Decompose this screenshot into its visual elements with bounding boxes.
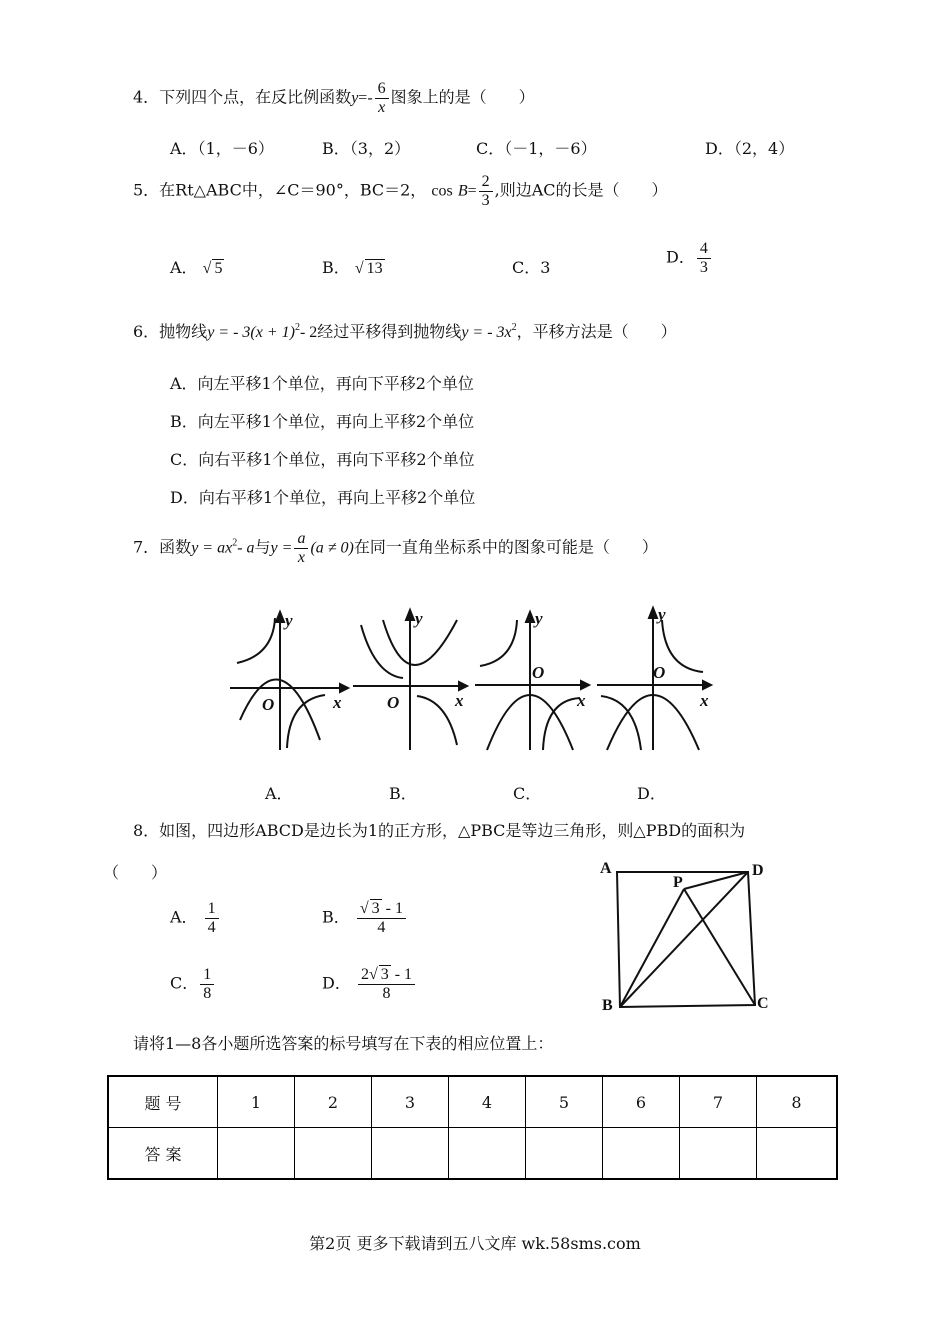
answer-table-number-1: 1 xyxy=(218,1076,295,1128)
q6-eq1-sup: 2 xyxy=(294,322,300,333)
q8-opt-b-num-tail: - 1 xyxy=(381,900,403,917)
question-7-stem xyxy=(133,530,658,566)
q8-opt-c-label: C． xyxy=(170,973,199,993)
q8-opt-b-root: 3 xyxy=(371,900,380,917)
q5-opt-b-label: B． xyxy=(322,258,350,277)
q7-fraction xyxy=(294,530,308,566)
answer-cell-1[interactable] xyxy=(218,1128,295,1180)
q7-eq1-sup: 2 xyxy=(232,537,238,549)
q8-opt-d-num-pre: 2 xyxy=(360,966,369,983)
q6-option-b: B．向左平移1个单位，再向上平移2个单位 xyxy=(170,412,475,431)
answer-table-header-label: 题 号 xyxy=(108,1076,218,1128)
q8-opt-b-fraction xyxy=(357,900,406,936)
q5-opt-a-label: A． xyxy=(170,258,198,277)
q7-d-y-label: y xyxy=(658,605,666,624)
q7-frac-num: a xyxy=(297,530,306,547)
q7-graph-b xyxy=(353,610,467,750)
q6-option-d: D．向右平移1个单位，再向上平移2个单位 xyxy=(170,488,476,507)
q7-a-x-label: x xyxy=(333,693,342,712)
question-5-stem xyxy=(133,173,668,209)
q4-frac-den: x xyxy=(375,98,389,117)
q7-frac-den: x xyxy=(294,548,308,567)
q5-option-c: C．3 xyxy=(512,258,551,277)
q8-opt-c-den: 8 xyxy=(200,984,214,1003)
q8-option-a xyxy=(170,900,221,936)
q5-frac-den: 3 xyxy=(479,191,493,210)
q7-eq2-tail: (a ≠ 0) xyxy=(310,539,354,557)
q8-segment-pc xyxy=(684,889,755,1005)
answer-table xyxy=(107,1075,838,1180)
q5-opt-d-fraction xyxy=(697,240,711,276)
question-8-stem: 8．如图，四边形ABCD是边长为1的正方形，△PBC是等边三角形，则△PBD的面积为 xyxy=(133,821,746,840)
q7-d-hyperbola-1 xyxy=(662,620,703,672)
q4-fraction xyxy=(375,80,389,116)
q8-opt-b-den: 4 xyxy=(357,918,406,937)
q8-square-figure xyxy=(595,855,780,1015)
q6-option-c: C．向右平移1个单位，再向下平移2个单位 xyxy=(170,450,475,469)
q7-d-y-arrow xyxy=(649,608,657,618)
q5-frac-num: 2 xyxy=(481,173,490,190)
q8-option-c xyxy=(170,966,216,1002)
q7-c-origin-label: O xyxy=(532,663,545,682)
q5-stem-text: 5．在Rt△ABC中，∠C＝90°，BC＝2， xyxy=(133,180,427,200)
q5-cos-eq: = xyxy=(467,182,477,200)
q7-a-y-arrow xyxy=(276,612,284,622)
answer-table-number-8: 8 xyxy=(757,1076,838,1128)
q7-conj: 与 xyxy=(254,537,271,557)
q7-d-x-label: x xyxy=(700,691,709,710)
q6-eq1: y = - 3(x + 1) xyxy=(207,324,295,341)
q8-opt-b-numerator xyxy=(357,900,406,918)
q8-label-c: C xyxy=(757,995,769,1012)
q5-fraction xyxy=(479,173,493,209)
q8-label-d: D xyxy=(752,862,764,879)
answer-table-number-6: 6 xyxy=(603,1076,680,1128)
q7-d-origin-label: O xyxy=(653,663,666,682)
answer-table-number-4: 4 xyxy=(449,1076,526,1128)
q6-eq1-tail: - 2 xyxy=(299,324,318,341)
q8-opt-c-num: 1 xyxy=(203,966,212,983)
answer-table-answer-label: 答 案 xyxy=(108,1128,218,1180)
question-6-stem xyxy=(133,319,677,342)
answer-table-number-7: 7 xyxy=(680,1076,757,1128)
q7-b-x-arrow xyxy=(459,682,467,690)
q7-c-y-arrow xyxy=(526,612,534,622)
q8-opt-d-num-tail: - 1 xyxy=(390,966,413,983)
q6-eq2: y = - 3x xyxy=(461,324,512,341)
q8-opt-d-numerator xyxy=(358,966,415,984)
q6-stem-end: ，平移方法是（ ） xyxy=(516,322,677,341)
page-footer: 第2页 更多下载请到五八文库 wk.58sms.com xyxy=(309,1234,641,1253)
answer-cell-3[interactable] xyxy=(372,1128,449,1180)
q7-c-hyperbola-1 xyxy=(480,620,517,666)
q7-a-y-label: y xyxy=(285,611,293,630)
q5-option-d xyxy=(666,240,713,276)
q5-opt-d-num: 4 xyxy=(699,240,708,257)
q7-graph-a xyxy=(230,612,348,750)
q8-opt-a-label: A． xyxy=(170,907,198,927)
q5-sqrt-sign-a: √ xyxy=(202,260,212,277)
question-4-stem xyxy=(133,80,535,116)
q8-opt-d-sqrt-sign: √ xyxy=(368,966,378,983)
q7-b-origin-label: O xyxy=(387,693,400,712)
answer-table-answer-row xyxy=(108,1128,837,1180)
q7-graphs-figure xyxy=(225,600,725,765)
q6-option-a: A．向左平移1个单位，再向下平移2个单位 xyxy=(170,374,474,393)
q7-b-hyperbola-2 xyxy=(417,696,457,745)
q4-frac-num: 6 xyxy=(377,80,386,97)
q8-segment-bd xyxy=(620,872,748,1007)
q7-c-x-arrow xyxy=(581,681,589,689)
q5-option-a xyxy=(170,255,224,278)
q5-stem-end: ,则边AC的长是（ ） xyxy=(494,180,668,200)
q6-eq2-sup: 2 xyxy=(511,322,517,333)
answer-instruction: 请将1—8各小题所选答案的标号填写在下表的相应位置上： xyxy=(133,1034,554,1053)
q8-label-a: A xyxy=(600,860,612,877)
q8-opt-b-sqrt-sign: √ xyxy=(359,900,369,917)
q5-sqrt-sign-b: √ xyxy=(354,260,364,277)
q8-opt-a-num: 1 xyxy=(207,900,216,917)
q7-stem-end: 在同一直角坐标系中的图象可能是（ ） xyxy=(353,537,658,557)
q8-option-d xyxy=(322,966,417,1002)
q8-opt-d-fraction xyxy=(358,966,415,1002)
q8-opt-d-label: D． xyxy=(322,973,351,993)
q7-b-x-label: x xyxy=(455,691,464,710)
q7-eq2-lhs: y = xyxy=(270,539,293,557)
q5-cos: cos xyxy=(431,182,453,200)
q8-opt-c-fraction xyxy=(200,966,214,1002)
q8-answer-paren: （ ） xyxy=(103,863,168,882)
answer-table-number-5: 5 xyxy=(526,1076,603,1128)
q5-opt-a-val: 5 xyxy=(214,260,223,277)
q4-option-d: D．（2，4） xyxy=(705,139,795,158)
answer-cell-2[interactable] xyxy=(295,1128,372,1180)
q7-label-c: C． xyxy=(513,784,542,803)
q4-option-c: C．（－1，－6） xyxy=(476,139,597,158)
q4-stem-end: 图象上的是（ ） xyxy=(390,87,535,107)
q8-opt-a-den: 4 xyxy=(205,918,219,937)
q7-eq1: y = ax xyxy=(191,539,233,557)
q7-label-a: A． xyxy=(265,784,293,803)
q7-b-y-label: y xyxy=(415,609,423,628)
q7-label-d: D． xyxy=(637,784,666,803)
q5-opt-d-den: 3 xyxy=(697,258,711,277)
q8-label-b: B xyxy=(602,997,613,1014)
q4-stem-text: 4．下列四个点，在反比例函数 xyxy=(133,87,352,107)
q6-stem-text: 6．抛物线 xyxy=(133,322,208,341)
answer-cell-6[interactable] xyxy=(603,1128,680,1180)
q5-opt-d-label: D． xyxy=(666,247,695,267)
q6-mid: 经过平移得到抛物线 xyxy=(317,322,462,341)
q7-a-x-arrow xyxy=(340,684,348,692)
answer-table-number-2: 2 xyxy=(295,1076,372,1128)
q4-eq-sign: =- xyxy=(358,89,373,107)
q8-opt-d-root: 3 xyxy=(380,966,389,983)
answer-cell-8[interactable] xyxy=(757,1128,838,1180)
q7-label-b: B． xyxy=(389,784,417,803)
q5-opt-b-val: 13 xyxy=(366,260,383,277)
q4-option-b: B．（3，2） xyxy=(322,139,411,158)
answer-cell-7[interactable] xyxy=(680,1128,757,1180)
q8-opt-d-den: 8 xyxy=(358,984,415,1003)
q7-eq1-tail: - a xyxy=(237,539,255,557)
answer-table-header-row xyxy=(108,1076,837,1128)
q7-c-y-label: y xyxy=(535,609,543,628)
q8-option-b xyxy=(322,900,408,936)
q4-option-a: A．（1，－6） xyxy=(170,139,274,158)
q7-c-x-label: x xyxy=(577,691,586,710)
q8-label-p: P xyxy=(673,874,683,891)
q7-b-y-arrow xyxy=(406,610,414,620)
q5-cos-var: B xyxy=(457,182,468,200)
q7-a-hyperbola-1 xyxy=(237,618,275,663)
answer-cell-5[interactable] xyxy=(526,1128,603,1180)
q4-eq-lhs: y xyxy=(351,89,359,107)
answer-table-number-3: 3 xyxy=(372,1076,449,1128)
q8-segment-pd xyxy=(684,872,748,889)
q8-segment-bp xyxy=(620,889,684,1007)
q5-option-b xyxy=(322,255,385,278)
answer-cell-4[interactable] xyxy=(449,1128,526,1180)
q8-opt-b-label: B． xyxy=(322,907,350,927)
q7-a-origin-label: O xyxy=(262,695,275,714)
q7-d-x-arrow xyxy=(703,681,711,689)
q8-opt-a-fraction xyxy=(205,900,219,936)
q7-stem-text: 7．函数 xyxy=(133,537,192,557)
